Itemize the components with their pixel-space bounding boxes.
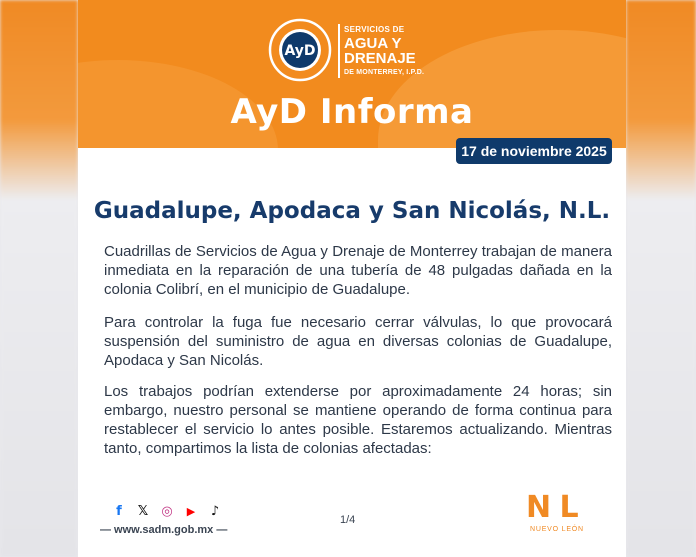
page-title: AyD Informa (230, 92, 474, 132)
announcement-card (78, 0, 626, 557)
tiktok-icon[interactable]: ♪ (210, 503, 220, 519)
paragraph-1: Cuadrillas de Servicios de Agua y Drenaje de Monterrey trabajan de manera inmediata en la reparación de una tubería de 48 pulgadas dañada en la colonia Colibrí, en el municipio de Guadalupe. (104, 243, 612, 298)
logo-wordmark (344, 26, 424, 76)
page-indicator: 1/4 (340, 514, 356, 526)
nuevo-leon-logo (526, 490, 612, 540)
logo-monogram: AyD (284, 43, 316, 59)
instagram-icon[interactable]: ◎ (161, 503, 173, 519)
paragraph-2: Para controlar la fuga fue necesario cerrar válvulas, lo que provocará suspensión del suministro de agua en diversas colonias de Guadalupe, Apodaca y San Nicolás. (104, 314, 612, 369)
paragraph-3: Los trabajos podrían extenderse por aproximadamente 24 horas; sin embargo, nuestro personal se mantiene operando de forma continua para restablecer el servicio lo antes posible. Estaremos actualizando. Mientras tanto, compartimos la lista de colonias afectadas: (104, 383, 612, 457)
background-left-blur (0, 0, 78, 557)
facebook-icon[interactable]: f (116, 503, 122, 519)
logo-line-3: DRENAJE (344, 50, 416, 67)
social-icons (110, 502, 224, 522)
logo-divider (338, 24, 340, 78)
logo-line-4: DE MONTERREY, I.P.D. (344, 69, 425, 76)
youtube-icon[interactable]: ▶ (186, 504, 196, 518)
header-banner (78, 0, 626, 148)
background-right-blur (626, 0, 696, 557)
nl-logo-subtitle: NUEVO LEÓN (530, 526, 584, 533)
website-url[interactable]: — www.sadm.gob.mx — (100, 524, 228, 536)
sadm-seal-icon (268, 18, 332, 82)
nl-logo-mark: N L (526, 490, 578, 525)
date-badge: 17 de noviembre 2025 (456, 138, 612, 164)
x-icon[interactable]: 𝕏 (137, 503, 149, 519)
logo-line-1: SERVICIOS DE (344, 25, 405, 34)
logo-line-2: AGUA Y (344, 35, 402, 52)
location-heading: Guadalupe, Apodaca y San Nicolás, N.L. (93, 198, 611, 224)
sadm-logo (268, 18, 458, 84)
